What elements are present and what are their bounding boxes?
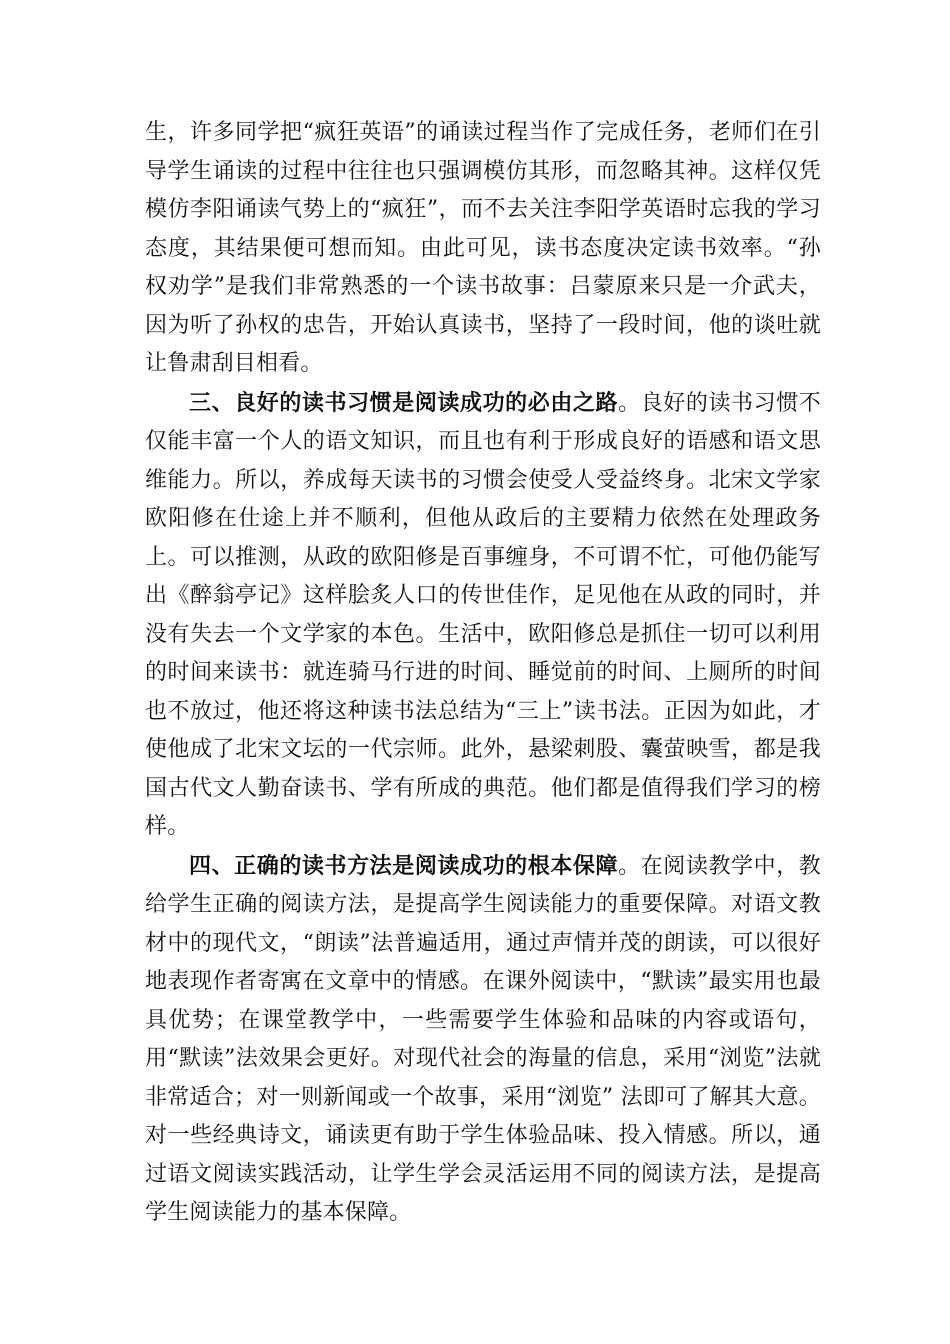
paragraph-text: 。在阅读教学中，教给学生正确的阅读方法，是提高学生阅读能力的重要保障。对语文教材中的现代文，“朗读”法普遍适用，通过声情并茂的朗读，可以很好地表现作者寄寓在文章中的情感。在课外阅读中，“默读”最实用也最具优势；在课堂教学中，一些需要学生体验和品味的内容或语句，用“默读”法效果会更好。对现代社会的海量的信息，采用“浏览”法就非常适合；对一则新闻或一个故事，采用“浏览” 法即可了解其大意。对一些经典诗文，诵读更有助于学生体验品味、投入情感。所以，通过语文阅读实践活动，让学生学会灵活运用不同的阅读方法，是提高学生阅读能力的基本保障。 — [145, 853, 821, 1225]
document-body — [145, 114, 821, 1233]
paragraph-section-4 — [145, 847, 821, 1233]
paragraph-section-3 — [145, 384, 821, 847]
paragraph-text: 。良好的读书习惯不仅能丰富一个人的语文知识，而且也有利于形成良好的语感和语文思维能力。所以，养成每天读书的习惯会使受人受益终身。北宋文学家欧阳修在仕途上并不顺利，但他从政后的主要精力依然在处理政务上。可以推测，从政的欧阳修是百事缠身，不可谓不忙，可他仍能写出《醉翁亭记》这样脍炙人口的传世佳作，足见他在从政的同时，并没有失去一个文学家的本色。生活中，欧阳修总是抓住一切可以利用的时间来读书：就连骑马行进的时间、睡觉前的时间、上厕所的时间也不放过，他还将这种读书法总结为“三上”读书法。正因为如此，才使他成了北宋文坛的一代宗师。此外，悬梁刺股、囊萤映雪，都是我国古代文人勤奋读书、学有所成的典范。他们都是值得我们学习的榜样。 — [145, 390, 821, 839]
section-heading: 三、良好的读书习惯是阅读成功的必由之路 — [189, 389, 619, 416]
section-heading: 四、正确的读书方法是阅读成功的根本保障 — [189, 852, 619, 879]
paragraph-continued — [145, 114, 821, 384]
paragraph-text: 生，许多同学把“疯狂英语”的诵读过程当作了完成任务，老师们在引导学生诵读的过程中往往也只强调模仿其形，而忽略其神。这样仅凭模仿李阳诵读气势上的“疯狂”，而不去关注李阳学英语时忘我的学习态度，其结果便可想而知。由此可见，读书态度决定读书效率。“孙权劝学”是我们非常熟悉的一个读书故事：吕蒙原来只是一介武夫，因为听了孙权的忠告，开始认真读书，坚持了一段时间，他的谈吐就让鲁肃刮目相看。 — [145, 120, 821, 376]
